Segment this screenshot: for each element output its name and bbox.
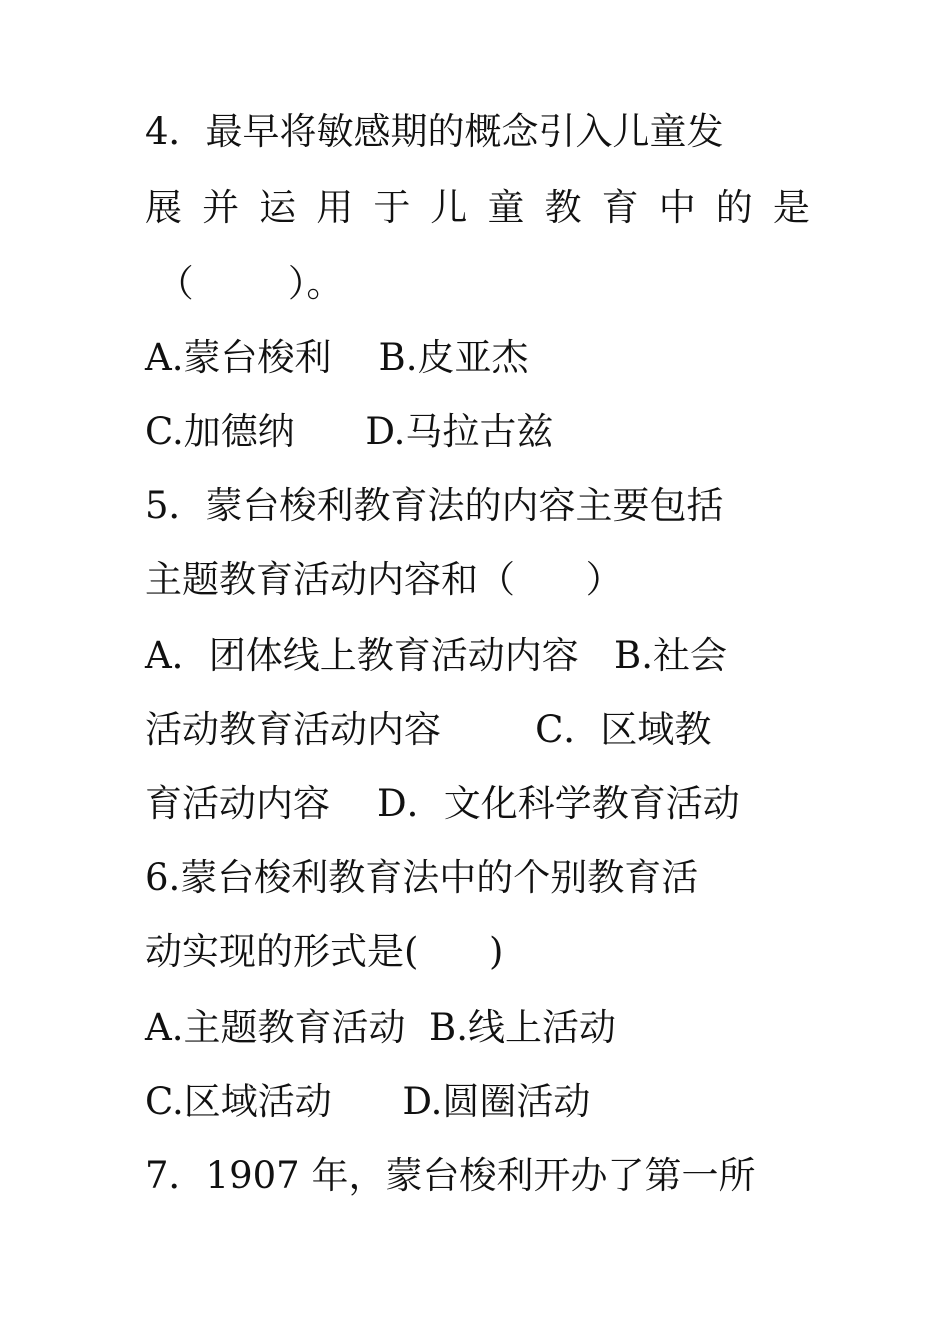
q5-stem-line-1: 5．蒙台梭利教育法的内容主要包括 [145, 484, 724, 527]
q6-stem-line-1: 6.蒙台梭利教育法中的个别教育活 [145, 856, 699, 899]
q5-options-line-3: 育活动内容 D．文化科学教育活动 [145, 782, 740, 825]
q4-options-row-2: C.加德纳 D.马拉古兹 [145, 410, 554, 453]
q4-options-row-1: A.蒙台梭利 B.皮亚杰 [145, 336, 529, 379]
q4-char: 是 [772, 186, 810, 229]
q7-stem-line-1: 7．1907 年，蒙台梭利开办了第一所 [145, 1154, 756, 1197]
q4-char: 中 [658, 186, 696, 229]
q5-options-line-1: A．团体线上教育活动内容 B.社会 [145, 634, 727, 677]
q6-options-row-2: C.区域活动 D.圆圈活动 [145, 1080, 591, 1123]
q5-stem-line-2: 主题教育活动内容和（ ） [145, 558, 623, 601]
q4-char: 用 [316, 186, 354, 229]
q4-stem-line-2 [145, 186, 810, 230]
q4-char: 的 [715, 186, 753, 229]
q4-char: 教 [544, 186, 582, 229]
q4-answer-blank: （ ）。 [145, 262, 344, 305]
q4-char: 运 [259, 186, 297, 229]
q6-stem-line-2: 动实现的形式是( ) [145, 930, 504, 973]
q5-options-line-2: 活动教育活动内容 C．区域教 [145, 708, 712, 751]
q4-char: 于 [373, 186, 411, 229]
q4-char: 儿 [430, 186, 468, 229]
q4-char: 童 [487, 186, 525, 229]
q4-char: 并 [202, 186, 240, 229]
q6-options-row-1: A.主题教育活动 B.线上活动 [145, 1006, 616, 1049]
q4-stem-line-1: 4．最早将敏感期的概念引入儿童发 [145, 110, 724, 153]
q4-char: 展 [145, 186, 182, 229]
q4-char: 育 [601, 186, 639, 229]
